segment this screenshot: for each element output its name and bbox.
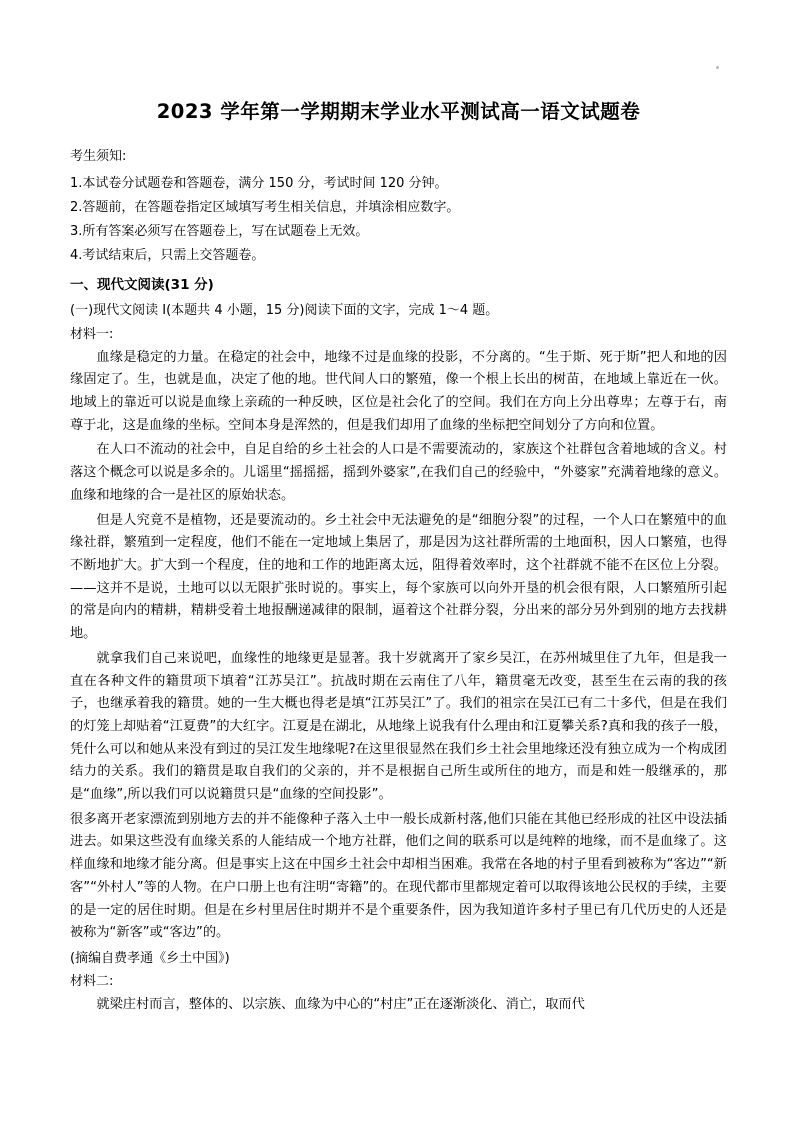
- page-corner-dot-icon: [716, 66, 719, 69]
- candidate-notice-item-2: 2.答题前，在答题卷指定区域填写考生相关信息，并填涂相应数字。: [70, 199, 460, 215]
- material-one-paragraph-4: 就拿我们自己来说吧，血缘性的地缘更是显著。我十岁就离开了家乡吴江，在苏州城里住了九年，但是我一直在各种文件的籍贯项下填着“江苏吴江”。抗战时期在云南住了八年，籍贯毫无改变，甚至生在云南的我的孩子，也继承着我的籍贯。她的一生大概也得老是填“江苏吴江”了。我们的祖宗在吴江已有二十多代，但是在我们的灯笼上却贴着“江夏费”的大红字。江夏是在湖北，从地缘上说我有什么理由和江夏攀关系?真和我的孩子一般，凭什么可以和她从来没有到过的吴江发生地缘呢?在这里很显然在我们乡土社会里地缘还没有独立成为一个构成团结力的关系。我们的籍贯是取自我们的父亲的，并不是根据自己所生或所住的地方，而是和姓一般继承的，那是“血缘”,所以我们可以说籍贯只是“血缘的空间投影”。: [70, 650, 727, 803]
- material-one-paragraph-2: 在人口不流动的社会中，自足自给的乡土社会的人口是不需要流动的，家族这个社群包含着地域的含义。村落这个概念可以说是多余的。儿谣里“摇摇摇，摇到外婆家”,在我们自己的经验中，“外婆家”充满着地缘的意义。血缘和地缘的合一是社区的原始状态。: [70, 442, 727, 503]
- material-one-paragraph-3: 但是人究竟不是植物，还是要流动的。乡土社会中无法避免的是“细胞分裂”的过程，一个人口在繁殖中的血缘社群，繁殖到一定程度，他们不能在一定地域上集居了，那是因为这社群所需的土地面积，因人口繁殖，也得不断地扩大。扩大到一个程度，住的地和工作的地距离太远，阻得着效率时，这个社群就不能不在区位上分裂。——这并不是说，土地可以以无限扩张时说的。事实上，每个家族可以向外开垦的机会很有限，人口繁殖所引起的常是向内的精耕，精耕受着土地报酬递减律的限制，逼着这个社群分裂，分出来的部分另外到别的地方去找耕地。: [70, 512, 727, 642]
- material-two-label: 材料二:: [70, 974, 114, 989]
- section-heading-modern-reading: 一、现代文阅读(31 分): [70, 276, 214, 293]
- material-one-paragraph-1: 血缘是稳定的力量。在稳定的社会中，地缘不过是血缘的投影，不分离的。“生于斯、死于斯”把人和地的因缘固定了。生，也就是血，决定了他的地。世代间人口的繁殖，像一个根上长出的树苗，在地域上靠近在一伙。地域上的靠近可以说是血缘上亲疏的一种反映，区位是社会化了的空间。我们在方向上分出尊卑；左尊于右，南尊于北，这是血缘的坐标。空间本身是浑然的，但是我们却用了血缘的坐标把空间划分了方向和位置。: [70, 349, 727, 433]
- material-one-paragraph-5: 很多离开老家漂流到别地方去的并不能像种子落入土中一般长成新村落,他们只能在其他已经形成的社区中设法插进去。如果这些没有血缘关系的人能结成一个地方社群，他们之间的联系可以是纯粹的地缘，而不是血缘了。这样血缘和地缘才能分离。但是事实上这在中国乡土社会中却相当困难。我常在各地的村子里看到被称为“客边”“新客”“外村人”等的人物。在户口册上也有注明“寄籍”的。在现代都市里都规定着可以取得该地公民权的手续，主要的是一定的居住时期。但是在乡村里居住时期并不是个重要条件，因为我知道许多村子里已有几代历史的人还是被称为“新客”或“客边”的。: [70, 811, 727, 941]
- candidate-notice-item-4: 4.考试结束后，只需上交答题卷。: [70, 247, 265, 263]
- material-one-source: (摘编自费孝通《乡土中国》): [70, 950, 230, 966]
- material-one-label: 材料一:: [70, 326, 114, 342]
- page-title: 2023 学年第一学期期末学业水平测试高一语文试题卷: [156, 100, 641, 123]
- candidate-notice-item-3: 3.所有答案必须写在答题卷上，写在试题卷上无效。: [70, 223, 369, 239]
- candidate-notice-heading: 考生须知:: [70, 149, 127, 165]
- subsection-heading-reading-one: (一)现代文阅读 I(本题共 4 小题，15 分)阅读下面的文字，完成 1～4 题。: [70, 302, 499, 318]
- candidate-notice-item-1: 1.本试卷分试题卷和答题卷，满分 150 分，考试时间 120 分钟。: [70, 175, 448, 191]
- material-two-paragraph-1: 就梁庄村而言，整体的、以宗族、血缘为中心的“村庄”正在逐渐淡化、消亡，取而代: [96, 997, 585, 1013]
